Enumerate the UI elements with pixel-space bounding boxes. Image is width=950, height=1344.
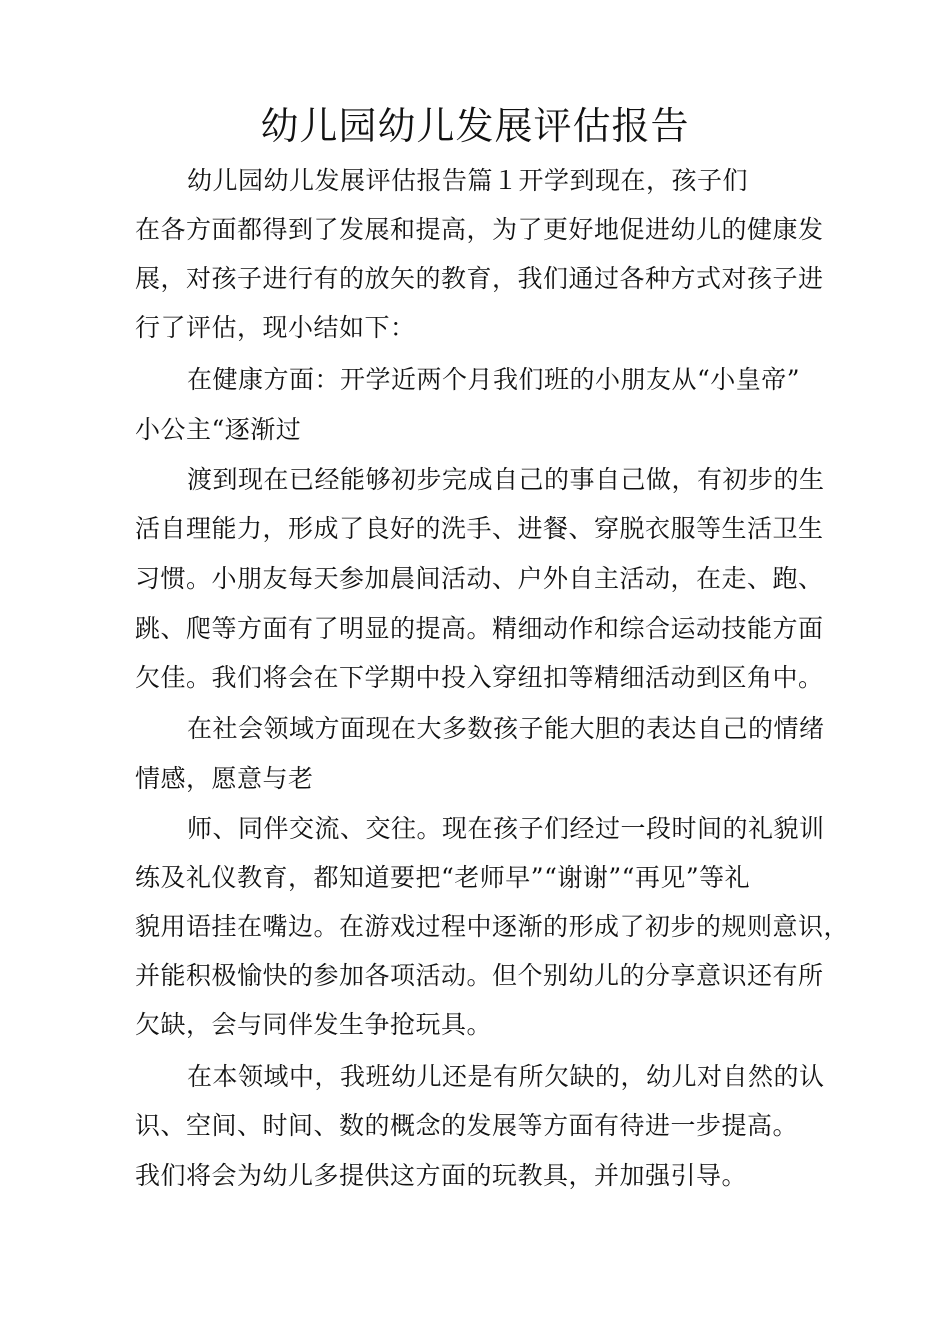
paragraph-line: 貌用语挂在嘴边。在游戏过程中逐渐的形成了初步的规则意识，: [135, 912, 850, 941]
paragraph-line: 在各方面都得到了发展和提高，为了更好地促进幼儿的健康发: [135, 215, 824, 244]
paragraph-line: 我们将会为幼儿多提供这方面的玩教具，并加强引导。: [135, 1161, 748, 1190]
paragraph-line: 小公主“逐渐过: [135, 415, 302, 444]
paragraph-line: 情感，愿意与老: [135, 764, 314, 793]
paragraph-line: 跳、爬等方面有了明显的提高。精细动作和综合运动技能方面: [135, 614, 824, 643]
paragraph-line: 欠缺，会与同伴发生争抢玩具。: [135, 1010, 493, 1039]
paragraph-line: 展，对孩子进行有的放矢的教育，我们通过各种方式对孩子进: [135, 264, 824, 293]
paragraph-line: 渡到现在已经能够初步完成自己的事自己做，有初步的生: [187, 465, 825, 494]
paragraph-line: 行了评估，现小结如下：: [135, 313, 416, 342]
paragraph-line: 活自理能力，形成了良好的洗手、进餐、穿脱衣服等生活卫生: [135, 514, 824, 543]
paragraph-line: 幼儿园幼儿发展评估报告篇１开学到现在，孩子们: [187, 166, 749, 195]
paragraph-line: 识、空间、时间、数的概念的发展等方面有待进一步提高。: [135, 1111, 799, 1140]
paragraph-line: 在健康方面：开学近两个月我们班的小朋友从“小皇帝”: [187, 365, 801, 394]
paragraph-line: 在本领域中，我班幼儿还是有所欠缺的，幼儿对自然的认: [187, 1062, 825, 1091]
document-title: 幼儿园幼儿发展评估报告: [260, 104, 690, 148]
paragraph-line: 练及礼仪教育，都知道要把“老师早”“谢谢”“再见”等礼: [135, 863, 751, 892]
paragraph-line: 师、同伴交流、交往。现在孩子们经过一段时间的礼貌训: [187, 814, 825, 843]
paragraph-line: 习惯。小朋友每天参加晨间活动、户外自主活动，在走、跑、: [135, 564, 824, 593]
paragraph-line: 并能积极愉快的参加各项活动。但个别幼儿的分享意识还有所: [135, 961, 824, 990]
paragraph-line: 欠佳。我们将会在下学期中投入穿纽扣等精细活动到区角中。: [135, 663, 824, 692]
paragraph-line: 在社会领域方面现在大多数孩子能大胆的表达自己的情绪: [187, 714, 825, 743]
